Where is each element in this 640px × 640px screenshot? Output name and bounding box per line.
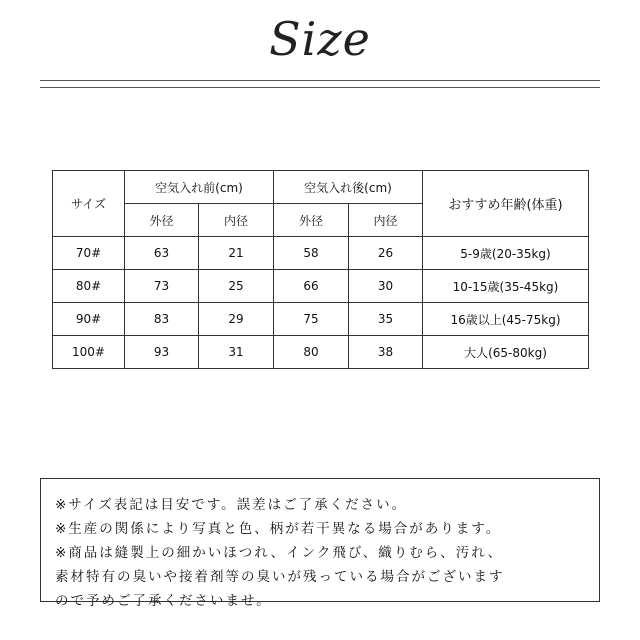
cell-before-outer: 93 (125, 336, 199, 369)
note-line: ※サイズ表記は目安です。誤差はご了承ください。 (55, 497, 408, 513)
cell-size: 70# (53, 237, 125, 270)
cell-size: 90# (53, 303, 125, 336)
cell-size: 80# (53, 270, 125, 303)
cell-after-inner: 26 (349, 237, 423, 270)
cell-before-inner: 31 (199, 336, 274, 369)
note-line: ので予めご了承くださいませ。 (55, 593, 272, 609)
header-after: 空気入れ後(cm) (274, 171, 423, 204)
table-row (53, 303, 589, 336)
cell-age: 16歳以上(45-75kg) (423, 303, 589, 336)
note-line: 素材特有の臭いや接着剤等の臭いが残っている場合がございます (55, 569, 505, 585)
cell-before-inner: 29 (199, 303, 274, 336)
cell-after-inner: 38 (349, 336, 423, 369)
cell-before-inner: 21 (199, 237, 274, 270)
cell-before-inner: 25 (199, 270, 274, 303)
cell-before-outer: 73 (125, 270, 199, 303)
header-before-outer: 外径 (125, 204, 199, 237)
notes-box (40, 478, 600, 609)
cell-after-inner: 35 (349, 303, 423, 336)
table-row (53, 270, 589, 303)
note-line: ※商品は縫製上の細かいほつれ、インク飛び、織りむら、汚れ、 (55, 545, 504, 561)
note-line: ※生産の関係により写真と色、柄が若干異なる場合があります。 (55, 521, 502, 537)
cell-age: 10-15歳(35-45kg) (423, 270, 589, 303)
cell-after-inner: 30 (349, 270, 423, 303)
cell-before-outer: 83 (125, 303, 199, 336)
header-size: サイズ (53, 171, 125, 237)
cell-age: 大人(65-80kg) (423, 336, 589, 369)
cell-size: 100# (53, 336, 125, 369)
cell-after-outer: 80 (274, 336, 349, 369)
divider-line (40, 80, 600, 81)
header-before: 空気入れ前(cm) (125, 171, 274, 204)
header-age: おすすめ年齢(体重) (423, 171, 589, 237)
table-row (53, 237, 589, 270)
header-after-outer: 外径 (274, 204, 349, 237)
header-after-inner: 内径 (349, 204, 423, 237)
cell-after-outer: 75 (274, 303, 349, 336)
cell-before-outer: 63 (125, 237, 199, 270)
divider-line (40, 87, 600, 88)
cell-age: 5-9歳(20-35kg) (423, 237, 589, 270)
cell-after-outer: 66 (274, 270, 349, 303)
table-row (53, 336, 589, 369)
page-title: Size (269, 12, 371, 66)
cell-after-outer: 58 (274, 237, 349, 270)
size-table (52, 170, 589, 369)
header-before-inner: 内径 (199, 204, 274, 237)
table-header-row (53, 171, 589, 204)
